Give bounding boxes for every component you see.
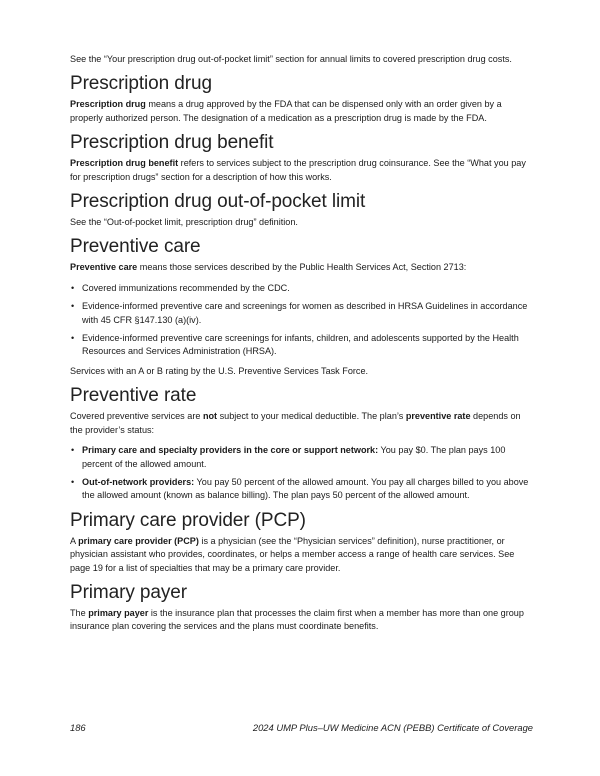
- heading-primary-care-provider: Primary care provider (PCP): [70, 509, 306, 531]
- term: primary care provider (PCP): [78, 535, 199, 546]
- heading-preventive-rate: Preventive rate: [70, 385, 197, 407]
- heading-preventive-care: Preventive care: [70, 236, 201, 258]
- prescription-drug-oop-definition: See the “Out-of-pocket limit, prescription drug” definition.: [70, 217, 298, 228]
- list-item-text: You pay 50 percent of the allowed amount. You pay all charges billed to you above the allowed amount (known as balance billing). The plan pays 50 percent of the allowed amount.: [82, 476, 529, 501]
- list-item: • Evidence-informed preventive care screenings for infants, children, and adolescents supported by the Health Resources and Services Administration (HRSA).: [70, 332, 533, 359]
- definition-text: means a drug approved by the FDA that can be dispensed only with an order given by a properly authorized person. The designation of a medication as a prescription drug is made by the FDA.: [70, 99, 502, 123]
- pcp-definition: [70, 535, 533, 575]
- text: A: [70, 535, 79, 546]
- list-item-term: Primary care and specialty providers in the core or support network:: [82, 445, 379, 456]
- document-title: 2024 UMP Plus–UW Medicine ACN (PEBB) Certificate of Coverage: [252, 722, 533, 733]
- term: Prescription drug benefit: [70, 158, 179, 169]
- heading-prescription-drug: Prescription drug: [70, 73, 212, 95]
- page-number: 186: [70, 722, 86, 733]
- list-item-text: You pay $0. The plan pays 100 percent of the allowed amount.: [82, 445, 506, 469]
- term: Prescription drug: [70, 99, 146, 110]
- heading-primary-payer: Primary payer: [70, 581, 187, 603]
- text: The: [70, 607, 89, 618]
- text: subject to your medical deductible. The plan’s: [217, 411, 406, 422]
- preventive-rate-definition: [70, 410, 533, 437]
- definition-text: is a physician (see the “Physician services” definition), nurse practitioner, or physician assistant who provides, coordinates, or helps a member access a range of health care services. See page 19 for a list of specialties that may be a primary care provider.: [70, 535, 515, 573]
- prescription-drug-benefit-definition: [70, 157, 533, 184]
- list-item: • Covered immunizations recommended by the CDC.: [70, 282, 533, 295]
- preventive-care-closing: Services with an A or B rating by the U.S. Preventive Services Task Force.: [70, 365, 369, 376]
- document-page: [70, 53, 533, 641]
- heading-prescription-drug-oop-limit: Prescription drug out-of-pocket limit: [70, 191, 366, 213]
- list-item: • Evidence-informed preventive care and screenings for women as described in HRSA Guidelines in accordance with 45 CFR §147.130 (a)(iv).: [70, 300, 533, 327]
- text: depends on the provider’s status:: [70, 411, 521, 435]
- list-item-term: Out-of-network providers:: [82, 476, 195, 487]
- heading-prescription-drug-benefit: Prescription drug benefit: [70, 132, 274, 154]
- preventive-rate-list: [70, 444, 533, 503]
- text: Covered preventive services are: [70, 411, 203, 422]
- preventive-care-list: [70, 282, 533, 359]
- term: primary payer: [88, 607, 149, 618]
- term: preventive rate: [405, 411, 471, 422]
- preventive-care-definition: [70, 261, 533, 274]
- definition-text: refers to services subject to the prescription drug coinsurance. See the “What you pay for prescription drugs” section for a description of how this works.: [70, 158, 526, 182]
- term: Preventive care: [70, 262, 138, 273]
- intro-paragraph: See the “Your prescription drug out-of-pocket limit” section for annual limits to covered prescription drug costs.: [70, 54, 512, 64]
- list-item: [70, 476, 533, 503]
- prescription-drug-definition: [70, 98, 533, 125]
- emphasis-not: not: [202, 411, 218, 422]
- list-item: [70, 444, 533, 471]
- definition-text: means those services described by the Public Health Services Act, Section 2713:: [137, 262, 467, 273]
- definition-text: is the insurance plan that processes the claim first when a member has more than one group insurance plan covering the services and the plans must coordinate benefits.: [70, 607, 524, 632]
- primary-payer-definition: [70, 607, 533, 634]
